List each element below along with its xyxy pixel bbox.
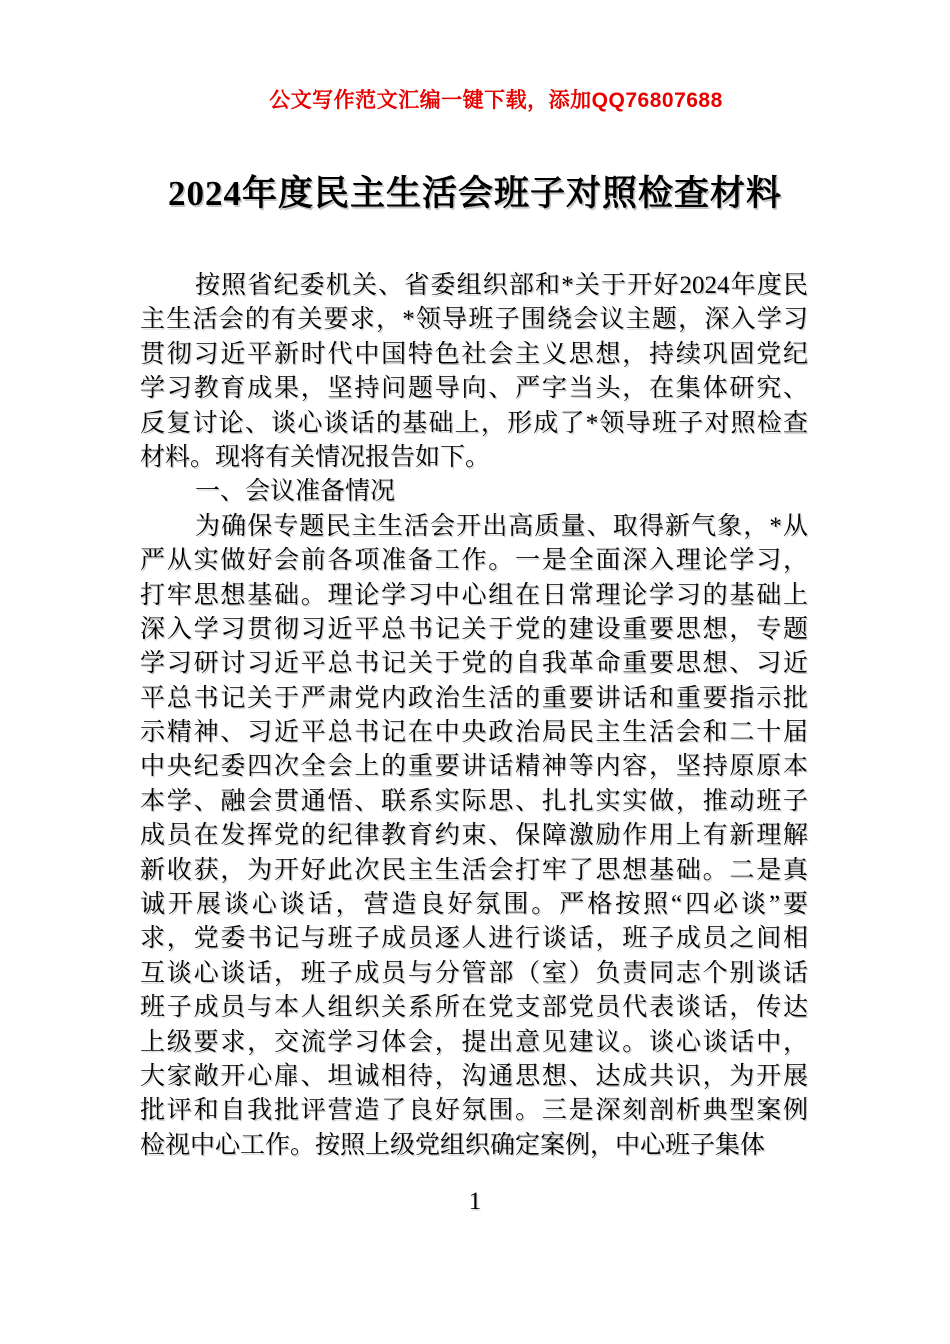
text-line: 求，党委书记与班子成员逐人进行谈话，班子成员之间相 — [140, 925, 808, 953]
promo-banner: 公文写作范文汇编一键下载，添加QQ76807688 — [269, 89, 723, 112]
text-line: 示精神、习近平总书记在中央政治局民主生活会和二十届 — [140, 719, 808, 747]
text-line: 批评和自我批评营造了良好氛围。三是深刻剖析典型案例 — [140, 1097, 808, 1125]
text-line: 反复讨论、谈心谈话的基础上，形成了*领导班子对照检查 — [140, 409, 808, 437]
paragraph — [140, 510, 808, 1163]
text-line: 深入学习贯彻习近平总书记关于党的建设重要思想，专题 — [140, 615, 808, 643]
text-line: 诚开展谈心谈话，营造良好氛围。严格按照“四必谈”要 — [140, 891, 808, 919]
text-line: 大家敞开心扉、坦诚相待，沟通思想、达成共识，为开展 — [140, 1062, 808, 1090]
text-line: 按照省纪委机关、省委组织部和*关于开好2024年度民 — [195, 272, 808, 299]
text-line: 班子成员与本人组织关系所在党支部党员代表谈话，传达 — [140, 994, 808, 1022]
heading — [140, 475, 808, 509]
text-line: 材料。现将有关情况报告如下。 — [140, 443, 491, 471]
text-line: 本学、融会贯通悟、联系实际思、扎扎实实做，推动班子 — [140, 787, 808, 815]
page-number: 1 — [468, 1188, 482, 1215]
text-line: 互谈心谈话，班子成员与分管部（室）负责同志个别谈话 — [140, 959, 808, 987]
text-line: 一、会议准备情况 — [195, 478, 396, 506]
text-line: 中央纪委四次全会上的重要讲话精神等内容，坚持原原本 — [140, 753, 808, 781]
text-line: 检视中心工作。按照上级党组织确定案例，中心班子集体 — [140, 1131, 766, 1159]
paragraph — [140, 269, 808, 475]
text-line: 学习教育成果，坚持问题导向、严字当头，在集体研究、 — [140, 375, 808, 403]
text-line: 上级要求，交流学习体会，提出意见建议。谈心谈话中， — [140, 1028, 808, 1056]
text-line: 主生活会的有关要求，*领导班子围绕会议主题，深入学习 — [140, 306, 808, 334]
text-line: 成员在发挥党的纪律教育约束、保障激励作用上有新理解 — [140, 822, 808, 850]
text-line: 新收获，为开好此次民主生活会打牢了思想基础。二是真 — [140, 856, 808, 884]
text-line: 严从实做好会前各项准备工作。一是全面深入理论学习， — [140, 547, 808, 575]
text-line: 平总书记关于严肃党内政治生活的重要讲话和重要指示批 — [140, 684, 808, 712]
document-body — [140, 269, 808, 1163]
text-line: 学习研讨习近平总书记关于党的自我革命重要思想、习近 — [140, 650, 808, 678]
document-title: 2024年度民主生活会班子对照检查材料 — [167, 174, 782, 213]
text-line: 为确保专题民主生活会开出高质量、取得新气象，*从 — [195, 512, 808, 540]
text-line: 贯彻习近平新时代中国特色社会主义思想，持续巩固党纪 — [140, 340, 808, 368]
text-line: 打牢思想基础。理论学习中心组在日常理论学习的基础上 — [140, 581, 808, 609]
